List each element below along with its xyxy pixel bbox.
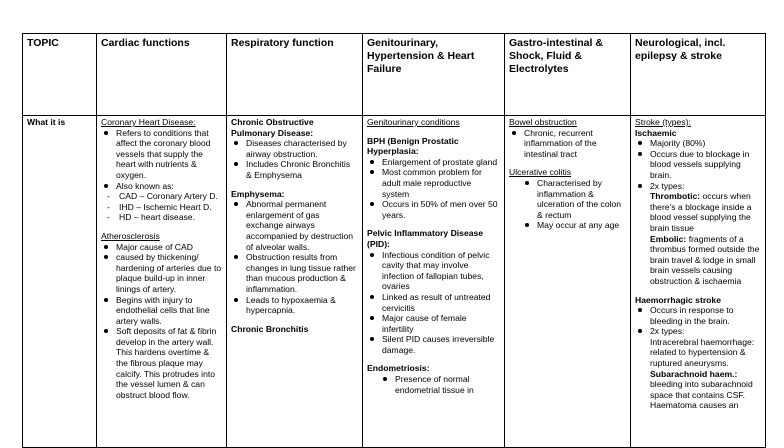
list-item: Occurs in 50% of men over 50 years. [367, 199, 500, 220]
list-item: Includes Chronic Bronchitis & Emphysema [231, 159, 358, 180]
list-item: Presence of normal endometrial tissue in [367, 374, 500, 395]
thrombotic-text: occurs when there's a blockage inside a blood vessel supplying the brain tissue [650, 191, 752, 233]
ischaemic-types [635, 191, 761, 286]
atherosclerosis-heading: Atherosclerosis [101, 230, 160, 241]
list-item: Infectious condition of pelvic cavity that may involve infection of fallopian tubes, ovaries [367, 250, 500, 292]
respiratory-cell [227, 116, 363, 448]
list-item: Occurs in response to bleeding in the brain. [635, 305, 761, 326]
cardiac-cell [97, 116, 227, 448]
list-item: Enlargement of prostate gland [367, 157, 500, 168]
emphysema-list [231, 199, 358, 316]
emphysema-heading: Emphysema: [231, 188, 285, 199]
list-item: Majority (80%) [635, 138, 761, 149]
list-item: Also known as: [101, 181, 222, 192]
header-cell-topic: TOPIC [23, 34, 97, 116]
list-item: Major cause of female infertility [367, 313, 500, 334]
ich-text: Intracerebral haemorrhage: related to hypertension & ruptured aneurysms. [650, 336, 755, 369]
ischaemic-list [635, 138, 761, 191]
chd-heading: Coronary Heart Disease: [101, 117, 196, 127]
list-item: - IHD – Ischemic Heart D. [101, 202, 222, 213]
list-item: Silent PID causes irreversible damage. [367, 334, 500, 355]
list-item: 2x types: [635, 326, 761, 337]
thrombotic-label: Thrombotic: [650, 191, 701, 202]
list-item: May occur at any age [509, 220, 626, 231]
list-item: Diseases characterised by airway obstruction. [231, 138, 358, 159]
list-item: Leads to hypoxaemia & hypercapnia. [231, 295, 358, 316]
aka-list [101, 191, 222, 223]
genitourinary-heading: Genitourinary conditions [367, 117, 460, 127]
ulcerative-colitis-heading: Ulcerative colitis [509, 167, 572, 178]
list-item: Obstruction results from changes in lung tissue rather than mucous production & inflammation. [231, 252, 358, 294]
list-item: 2x types: [635, 181, 761, 192]
copd-list [231, 138, 358, 180]
row-label-cell [23, 116, 97, 448]
gastro-cell [505, 116, 631, 448]
header-cell-respiratory: Respiratory function [227, 34, 363, 116]
sah-label: Subarachnoid haem.: [650, 368, 738, 379]
copd-heading: Chronic Obstructive Pulmonary Disease: [231, 117, 314, 138]
header-cell-genitourinary: Genitourinary, Hypertension & Heart Failure [363, 34, 505, 116]
list-item: Chronic, recurrent inflammation of the intestinal tract [509, 128, 626, 160]
endometriosis-heading: Endometriosis: [367, 363, 430, 374]
bph-heading: BPH (Benign Prostatic Hyperplasia: [367, 135, 459, 157]
bowel-list [509, 128, 626, 160]
list-item: Begins with injury to endothelial cells that line artery walls. [101, 295, 222, 327]
haemorrhagic-types [635, 337, 761, 411]
bowel-obstruction-heading: Bowel obstruction [509, 117, 577, 127]
neuro-cell [631, 116, 766, 448]
list-item: Occurs due to blockage in blood vessels supplying brain. [635, 149, 761, 181]
list-item: Characterised by inflammation & ulceration of the colon & rectum [509, 178, 626, 220]
list-item: Soft deposits of fat & fibrin develop in the artery wall. This hardens overtime & the fibrous plaque may calcify. This protrudes into the vessel lumen & can obstruct blood flow. [101, 326, 222, 400]
embolic-label: Embolic: [650, 233, 687, 244]
comparison-table [22, 33, 766, 448]
sah-text: bleeding into subarachnoid space that contains CSF. Haematoma causes an [650, 379, 753, 411]
list-item: - CAD – Coronary Artery D. [101, 191, 222, 202]
header-cell-cardiac: Cardiac functions [97, 34, 227, 116]
bph-list [367, 157, 500, 221]
uc-list [509, 178, 626, 231]
haemorrhagic-heading: Haemorrhagic stroke [635, 294, 721, 305]
chd-list [101, 128, 222, 192]
header-cell-neuro: Neurological, incl. epilepsy & stroke [631, 34, 766, 116]
header-row [23, 34, 766, 116]
endometriosis-list [367, 374, 500, 395]
stroke-heading: Stroke (types): [635, 117, 691, 127]
row-label: What it is [27, 117, 66, 127]
list-item: Refers to conditions that affect the coronary blood vessels that supply the heart with nutrients & oxygen. [101, 128, 222, 181]
pid-heading: Pelvic Inflammatory Disease (PID): [367, 228, 484, 249]
list-item: - HD – heart disease. [101, 212, 222, 223]
list-item: caused by thickening/ hardening of arteries due to plaque build-up in inner linings of artery. [101, 252, 222, 294]
bronchitis-heading: Chronic Bronchitis [231, 323, 309, 334]
list-item: Major cause of CAD [101, 242, 222, 253]
header-cell-gastro: Gastro-intestinal & Shock, Fluid & Electrolytes [505, 34, 631, 116]
list-item: Linked as result of untreated cervicitis [367, 292, 500, 313]
embolic-text: fragments of a thrombus formed outside the brain travel & lodge in small brain vessels causing obstruction & ischaemia [650, 233, 760, 286]
atherosclerosis-list [101, 242, 222, 401]
list-item: Most common problem for adult male reproductive system [367, 167, 500, 199]
haemorrhagic-list [635, 305, 761, 337]
genitourinary-cell [363, 116, 505, 448]
pid-list [367, 250, 500, 356]
list-item: Abnormal permanent enlargement of gas exchange airways accompanied by destruction of alveolar walls. [231, 199, 358, 252]
what-it-is-row [23, 116, 766, 448]
ischaemic-heading: Ischaemic [635, 127, 677, 138]
